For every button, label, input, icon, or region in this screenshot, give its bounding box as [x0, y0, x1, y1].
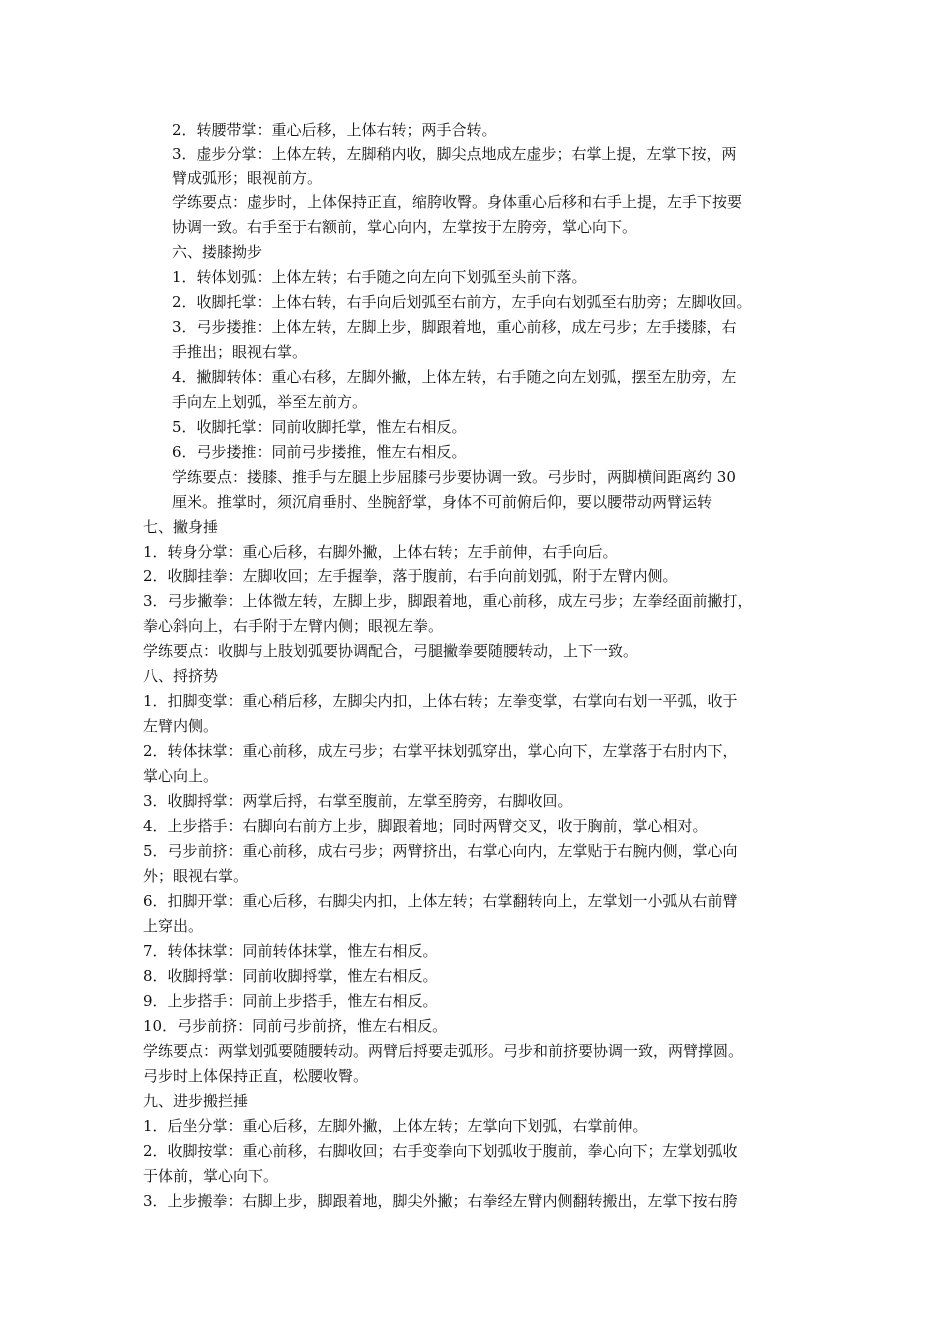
text-line: 学练要点：两掌划弧要随腰转动。两臂后捋要走弧形。弓步和前挤要协调一致，两臂撑圆。: [143, 1042, 744, 1060]
text-line: 臂成弧形；眼视前方。: [172, 169, 323, 187]
text-line: 1．扣脚变掌：重心稍后移，左脚尖内扣，上体右转；左拳变掌，右掌向右划一平弧，收于: [143, 692, 738, 710]
text-line: 于体前，掌心向下。: [143, 1167, 279, 1185]
text-line: 6．扣脚开掌：重心后移，右脚尖内扣，上体左转；右掌翻转向上，左掌划一小弧从右前臂: [143, 892, 738, 910]
text-line: 10．弓步前挤：同前弓步前挤，惟左右相反。: [143, 1017, 448, 1035]
text-line: 2．收脚按掌：重心前移，右脚收回；右手变拳向下划弧收于腹前，拳心向下；左掌划弧收: [143, 1142, 738, 1160]
section-heading: 七、撇身捶: [143, 518, 219, 536]
text-line: 1．后坐分掌：重心后移，左脚外撇，上体左转；左掌向下划弧，右掌前伸。: [143, 1117, 648, 1135]
text-line: 6．弓步搂推：同前弓步搂推，惟左右相反。: [172, 443, 467, 461]
text-line: 学练要点：搂膝、推手与左腿上步屈膝弓步要协调一致。弓步时，两脚横间距离约 30: [172, 468, 736, 486]
section-heading: 八、捋挤势: [143, 667, 219, 685]
text-line: 4．撇脚转体：重心右移，左脚外撇，上体左转，右手随之向左划弧，摆至左肋旁，左: [172, 368, 737, 386]
text-line: 1．转身分掌：重心后移，右脚外撇，上体右转；左手前伸，右手向后。: [143, 543, 618, 561]
text-line: 4．上步搭手：右脚向右前方上步，脚跟着地；同时两臂交叉，收于胸前，掌心相对。: [143, 817, 708, 835]
text-line: 弓步时上体保持正直，松腰收臀。: [143, 1067, 369, 1085]
text-line: 1．转体划弧：上体左转；右手随之向左向下划弧至头前下落。: [172, 268, 587, 286]
text-line: 2．转体抹掌：重心前移，成左弓步；右掌平抹划弧穿出，掌心向下，左掌落于右肘内下，: [143, 742, 738, 760]
text-line: 3．虚步分掌：上体左转，左脚稍内收，脚尖点地成左虚步；右掌上提，左掌下按，两: [172, 145, 737, 163]
section-heading: 九、进步搬拦捶: [143, 1092, 249, 1110]
text-line: 2．收脚托掌：上体右转，右手向后划弧至右前方，左手向右划弧至右肋旁；左脚收回。: [172, 293, 752, 311]
text-line: 手向左上划弧，举至左前方。: [172, 393, 368, 411]
text-line: 5．收脚托掌：同前收脚托掌，惟左右相反。: [172, 418, 467, 436]
text-line: 5．弓步前挤：重心前移，成右弓步；两臂挤出，右掌心向内，左掌贴于右腕内侧，掌心向: [143, 842, 738, 860]
text-line: 3．弓步搂推：上体左转，左脚上步，脚跟着地，重心前移，成左弓步；左手搂膝，右: [172, 318, 737, 336]
text-line: 左臂内侧。: [143, 717, 219, 735]
text-line: 拳心斜向上，右手附于左臂内侧；眼视左拳。: [143, 617, 444, 635]
text-line: 学练要点：虚步时，上体保持正直，缩胯收臀。身体重心后移和右手上提，左手下按要: [172, 193, 743, 211]
text-line: 8．收脚捋掌：同前收脚捋掌，惟左右相反。: [143, 967, 438, 985]
text-line: 手推出；眼视右掌。: [172, 343, 308, 361]
text-line: 外；眼视右掌。: [143, 867, 249, 885]
text-line: 学练要点：收脚与上肢划弧要协调配合，弓腿撇拳要随腰转动，上下一致。: [143, 642, 639, 660]
text-line: 2．收脚挂拳：左脚收回；左手握拳，落于腹前，右手向前划弧，附于左臂内侧。: [143, 567, 678, 585]
text-line: 掌心向上。: [143, 767, 219, 785]
text-line: 3．上步搬拳：右脚上步，脚跟着地，脚尖外撇；右拳经左臂内侧翻转搬出，左掌下按右胯: [143, 1192, 738, 1210]
text-line: 9．上步搭手：同前上步搭手，惟左右相反。: [143, 992, 438, 1010]
text-line: 协调一致。右手至于右额前，掌心向内，左掌按于左胯旁，掌心向下。: [172, 218, 638, 236]
text-line: 厘米。推掌时，须沉肩垂肘、坐腕舒掌，身体不可前俯后仰，要以腰带动两臂运转: [172, 493, 713, 511]
text-line: 2．转腰带掌：重心后移，上体右转；两手合转。: [172, 121, 497, 139]
text-line: 上穿出。: [143, 917, 204, 935]
section-heading: 六、搂膝拗步: [172, 243, 263, 261]
text-line: 3．收脚捋掌：两掌后捋，右掌至腹前，左掌至胯旁，右脚收回。: [143, 792, 573, 810]
text-line: 7．转体抹掌：同前转体抹掌，惟左右相反。: [143, 942, 438, 960]
text-line: 3．弓步撇拳：上体微左转，左脚上步，脚跟着地，重心前移，成左弓步；左拳经面前撇打，: [143, 592, 753, 610]
